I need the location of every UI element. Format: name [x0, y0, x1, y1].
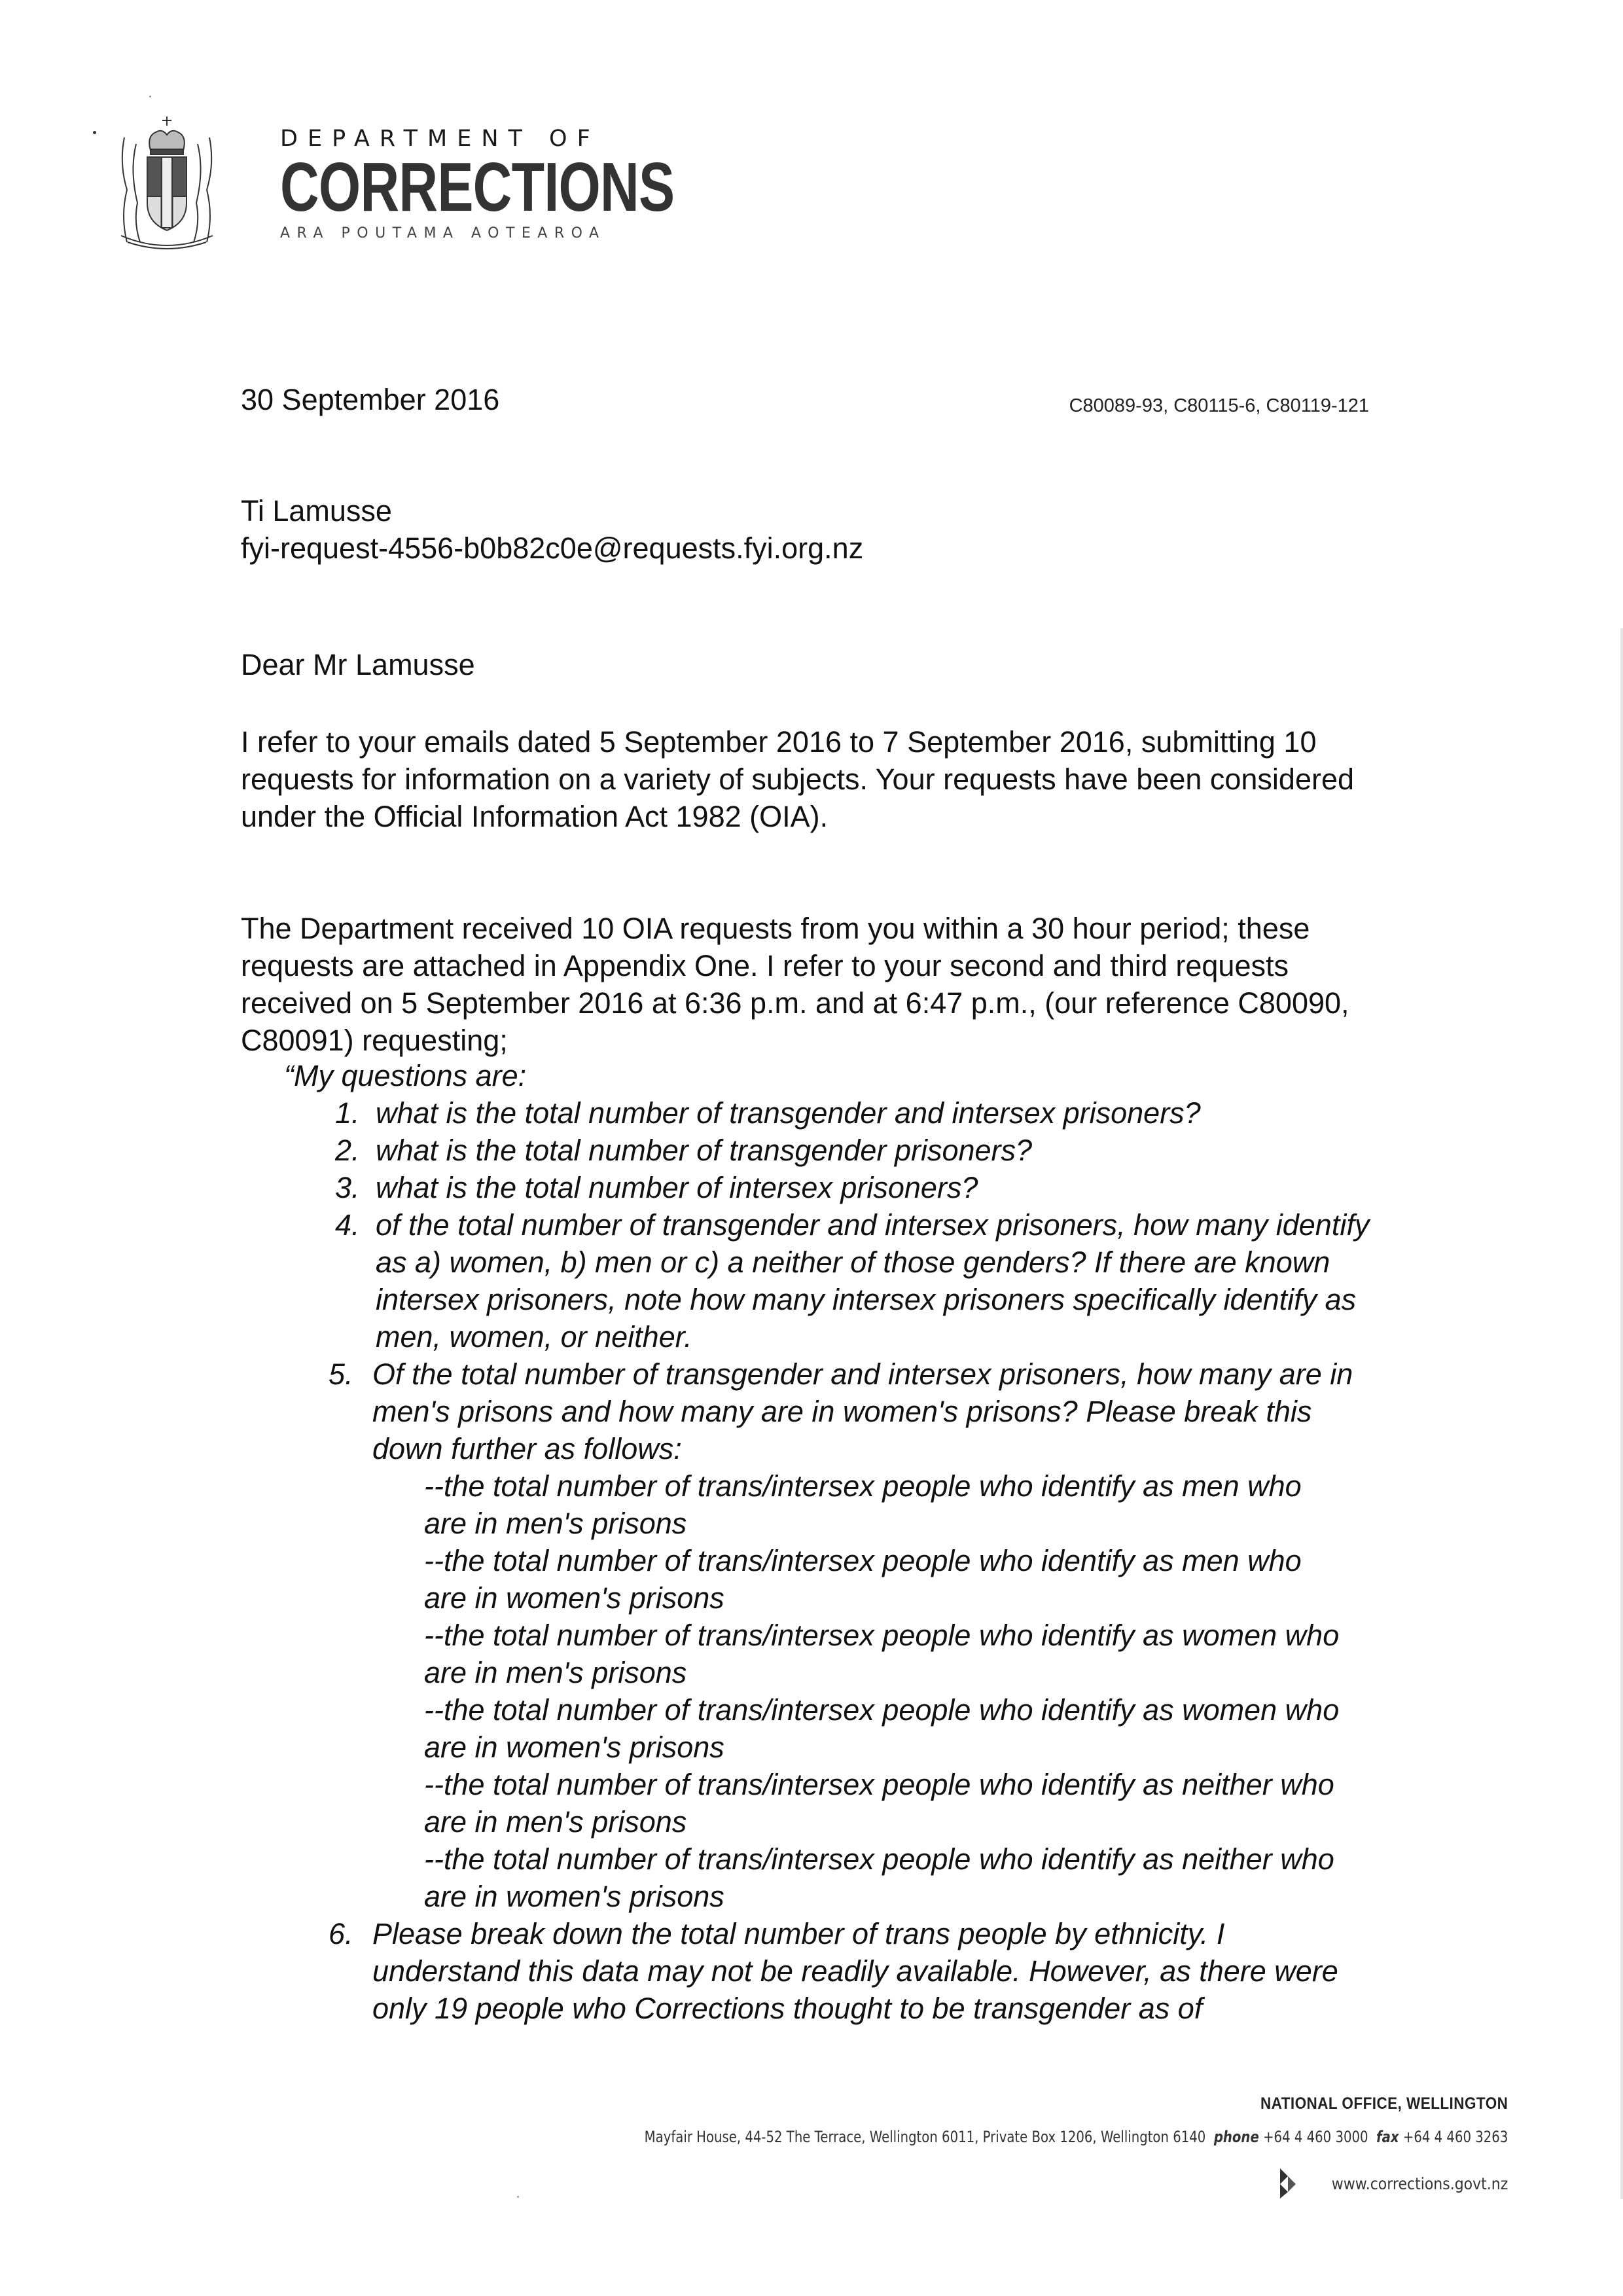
reference-numbers: C80089-93, C80115-6, C80119-121: [1069, 395, 1369, 416]
question-number: 4.: [335, 1208, 360, 1242]
department-logo: [105, 111, 675, 255]
sub-question: --the total number of trans/intersex people who identify as neither who are in men's prisons: [424, 1768, 1334, 1839]
question-item: [264, 1169, 1416, 1206]
question-item: [264, 1132, 1416, 1169]
website-link[interactable]: www.corrections.govt.nz: [1331, 2174, 1508, 2193]
question-item: [264, 1206, 1397, 1355]
fax-label: fax: [1376, 2128, 1399, 2146]
question-number: 6.: [329, 1917, 353, 1950]
recipient-block: [241, 492, 863, 567]
website-row: [455, 2167, 1508, 2200]
address-text: Mayfair House, 44-52 The Terrace, Wellington 6011, Private Box 1206, Wellington 6140: [644, 2128, 1205, 2146]
question-number: 3.: [335, 1171, 360, 1204]
sub-question: --the total number of trans/intersex people who identify as neither who are in women's prisons: [424, 1842, 1334, 1913]
paragraph-requests: The Department received 10 OIA requests from you within a 30 hour period; these requests are attached in Appendix One. I refer to your second and third requests received on 5 September 2016 at 6:36 p.m. and at 6:47 p.m., (our reference C80090, C80091) requesting;: [241, 912, 1349, 1057]
question-text: of the total number of transgender and intersex prisoners, how many identify as a) women, b) men or c) a neither of those genders? If there are known intersex prisoners, note how many intersex prisoners specifically identify as men, women, or neither.: [376, 1208, 1370, 1354]
coat-of-arms-icon: [111, 111, 223, 255]
corrections-diamond-logo-icon: [1277, 2167, 1298, 2200]
fax-number: +64 4 460 3263: [1402, 2128, 1508, 2146]
scan-speck: [517, 2196, 519, 2198]
question-text: Please break down the total number of trans people by ethnicity. I understand this data may not be readily available. However, as there were only 19 people who Corrections thought to be transgender as of: [372, 1917, 1338, 2025]
logo-line-corrections: CORRECTIONS: [280, 149, 675, 226]
paragraph-intro: I refer to your emails dated 5 September 2016 to 7 September 2016, submitting 10 requests for information on a variety of subjects. Your requests have been considered under the Official Information Act 1982 (OIA).: [241, 725, 1355, 833]
question-number: 1.: [335, 1096, 360, 1130]
phone-label: phone: [1213, 2128, 1259, 2146]
question-item: [264, 1355, 1380, 1467]
question-text: what is the total number of transgender and intersex prisoners?: [376, 1096, 1201, 1130]
question-number: 5.: [329, 1357, 353, 1391]
recipient-email: fyi-request-4556-b0b82c0e@requests.fyi.org.nz: [241, 531, 864, 565]
question-number: 2.: [335, 1134, 360, 1167]
question-text: what is the total number of transgender prisoners?: [376, 1134, 1033, 1167]
quote-intro: “My questions are:: [284, 1059, 527, 1092]
sub-question: --the total number of trans/intersex people who identify as men who are in women's prisons: [424, 1544, 1302, 1615]
scan-speck: [149, 96, 151, 98]
letter-date: 30 September 2016: [241, 383, 500, 416]
sub-question: --the total number of trans/intersex people who identify as women who are in women's prisons: [424, 1693, 1340, 1764]
phone-number: +64 4 460 3000: [1262, 2128, 1368, 2146]
letter-footer: [455, 2094, 1508, 2200]
office-name: NATIONAL OFFICE, WELLINGTON: [1260, 2094, 1508, 2113]
scan-speck: [93, 131, 96, 134]
logo-line-department-of: DEPARTMENT OF: [280, 126, 600, 152]
page-edge-shadow: [1620, 628, 1623, 2199]
sub-question: --the total number of trans/intersex people who identify as men who are in men's prisons: [424, 1469, 1302, 1540]
salutation: Dear Mr Lamusse: [241, 648, 475, 681]
question-text: Of the total number of transgender and intersex prisoners, how many are in men's prisons and how many are in women's prisons? Please break this down further as follows:: [372, 1357, 1353, 1465]
logo-line-maori-name: ARA POUTAMA AOTEAROA: [280, 225, 606, 242]
question-text: what is the total number of intersex prisoners?: [376, 1171, 978, 1204]
recipient-name: Ti Lamusse: [241, 494, 392, 528]
question-item: [264, 1094, 1416, 1132]
office-address: [644, 2128, 1508, 2146]
quoted-request: [264, 1057, 1416, 2027]
question-item: [264, 1915, 1374, 2027]
sub-question: --the total number of trans/intersex people who identify as women who are in men's prisons: [424, 1619, 1340, 1689]
